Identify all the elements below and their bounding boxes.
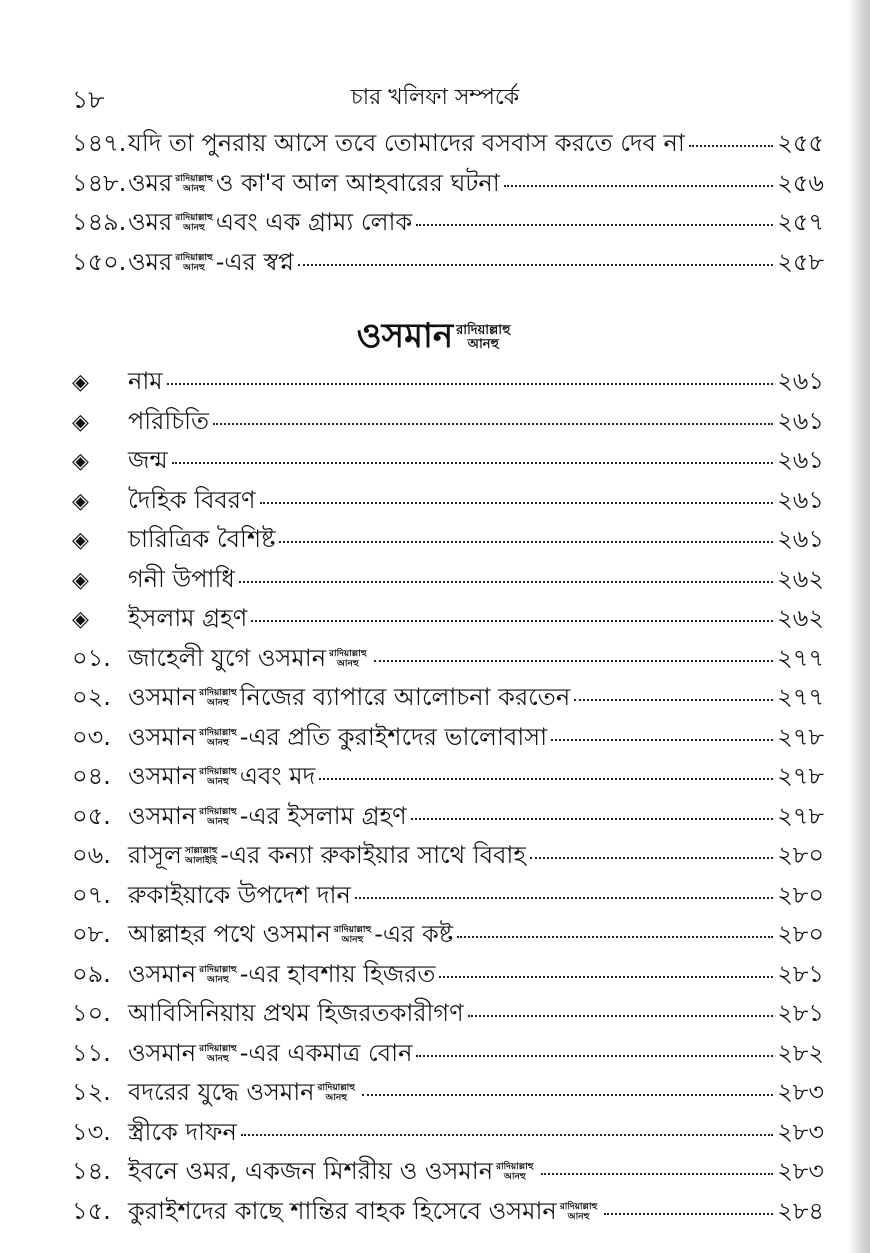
honorific-mark: রাদিয়াল্লাহু আনহু	[175, 213, 213, 233]
entry-number: ০৫.	[72, 801, 111, 830]
entry-number: ১২.	[72, 1078, 111, 1106]
dot-leader	[172, 438, 774, 464]
entry-title: আবিসিনিয়ায় প্রথম হিজরতকারীগণ	[128, 999, 464, 1027]
dot-leader	[468, 991, 774, 1017]
honorific-mark: রাদিয়াল্লাহু আনহু	[559, 1201, 598, 1222]
dot-leader	[251, 596, 773, 622]
toc-entry	[72, 124, 824, 164]
diamond-bullet-icon: ◈	[72, 409, 89, 435]
dot-leader	[541, 1149, 774, 1175]
section-heading: ওসমান রাদিয়াল্লাহু আনহু	[356, 316, 511, 356]
entry-number: ০৩.	[72, 722, 111, 751]
running-title: চার খলিফা সম্পর্কে	[350, 85, 520, 110]
entry-title: ইবনে ওমর, একজন মিশরীয় ও ওসমান রাদিয়াল্লাহু আনহু	[128, 1157, 534, 1185]
toc-entry	[72, 1152, 824, 1192]
entry-number: ০৪.	[72, 762, 111, 790]
dot-leader	[355, 873, 773, 899]
entry-title: কুরাইশদের কাছে শান্তির বাহক হিসেবে ওসমান রাদিয়াল্লাহু আনহু	[128, 1196, 598, 1225]
entry-page: ২৮০	[777, 841, 824, 869]
entry-number: ১৪৮.	[72, 168, 127, 197]
diamond-bullet-icon: ◈	[72, 370, 89, 395]
entry-page: ২৮০	[777, 880, 824, 909]
entry-title: ওসমান রাদিয়াল্লাহু আনহু -এর ইসলাম গ্রহণ	[128, 801, 407, 830]
honorific-prophet-mark: সাল্লাল্লাহু আলাইহি	[184, 846, 218, 866]
diamond-bullet-icon: ◈	[72, 567, 89, 593]
toc-entry	[72, 1073, 824, 1113]
dot-leader	[298, 240, 773, 266]
dot-leader	[416, 200, 773, 226]
toc-entry	[72, 599, 824, 639]
toc-entry	[72, 836, 824, 876]
toc-entry	[72, 994, 824, 1034]
dot-leader	[279, 517, 773, 543]
entry-page: ২৬১	[777, 446, 824, 474]
entry-number: ০২.	[72, 683, 111, 711]
diamond-bullet-icon: ◈	[72, 607, 89, 632]
entry-page: ২৮১	[777, 959, 824, 988]
entry-number: ১৫০.	[72, 247, 127, 276]
entry-title: দৈহিক বিবরণ	[128, 485, 256, 514]
entry-page: ২৬২	[777, 604, 824, 632]
entry-number: ১৫.	[72, 1196, 111, 1225]
entry-page: ২৫৮	[777, 247, 824, 276]
honorific-mark: রাদিয়াল্লাহু আনহু	[496, 1162, 534, 1182]
toc-entry	[72, 678, 824, 718]
toc-entry	[72, 955, 824, 995]
entry-page: ২৫৬	[777, 168, 824, 197]
entry-title: বদরের যুদ্ধে ওসমান রাদিয়াল্লাহু আনহু	[128, 1078, 356, 1106]
entry-page: ২৬১	[777, 367, 824, 395]
entry-title: আল্লাহর পথে ওসমান রাদিয়াল্লাহু আনহু -এর কষ্ট	[128, 920, 454, 948]
entry-title: পরিচিতি	[128, 406, 210, 435]
toc-entry	[72, 520, 824, 560]
entry-number: ০৯.	[72, 959, 111, 988]
dot-leader	[167, 359, 774, 385]
dot-leader	[374, 636, 774, 662]
entry-title: গনী উপাধি	[128, 564, 235, 593]
entry-page: ২৮৩	[777, 1117, 824, 1146]
entry-page: ২৭৭	[777, 683, 824, 711]
honorific-mark: রাদিয়াল্লাহু আনহু	[199, 767, 237, 787]
dot-leader	[213, 399, 773, 425]
entry-title: স্ত্রীকে দাফন	[128, 1117, 237, 1146]
dot-leader	[574, 675, 773, 701]
entry-number: ০৮.	[72, 920, 111, 948]
toc-entry	[72, 797, 824, 837]
entry-title: ওসমান রাদিয়াল্লাহু আনহু এবং মদ	[128, 762, 316, 790]
entry-number: ১৪৭.	[72, 129, 127, 157]
toc-entry	[72, 203, 824, 243]
dot-leader	[439, 952, 773, 978]
honorific-mark: রাদিয়াল্লাহু আনহু	[199, 964, 237, 985]
toc-entry	[72, 362, 824, 402]
dot-leader	[530, 833, 773, 859]
dot-leader	[604, 1189, 773, 1215]
honorific-mark: রাদিয়াল্লাহু আনহু	[317, 1083, 356, 1103]
entry-title: ওসমান রাদিয়াল্লাহু আনহু -এর হাবশায় হিজরত	[128, 959, 436, 988]
toc-top-list	[72, 124, 824, 282]
toc-entry	[72, 441, 824, 481]
entry-title: নাম	[128, 367, 163, 395]
entry-title: ওমর রাদিয়াল্লাহু আনহু এবং এক গ্রাম্য লোক	[128, 208, 413, 236]
entry-number: ০৬.	[72, 841, 111, 869]
honorific-mark: রাদিয়াল্লাহু আনহু	[199, 1043, 237, 1064]
diamond-bullet-icon: ◈	[72, 488, 89, 514]
dot-leader	[260, 478, 774, 504]
page-header	[0, 70, 870, 114]
diamond-bullet-icon: ◈	[72, 449, 89, 474]
entry-page: ২৬১	[777, 525, 824, 553]
entry-page: ২৭৭	[777, 643, 824, 672]
entry-page: ২৮৪	[777, 1196, 824, 1225]
entry-number: ১০.	[72, 999, 111, 1027]
dot-leader	[457, 912, 773, 938]
toc-entry	[72, 560, 824, 600]
page-number: ১৮	[72, 85, 105, 114]
honorific-mark: রাদিয়াল্লাহু আনহু	[175, 173, 213, 194]
dot-leader	[411, 794, 774, 820]
dot-leader	[241, 1110, 773, 1136]
entry-number: ১৪৯.	[72, 208, 127, 236]
entry-title: ইসলাম গ্রহণ	[128, 604, 248, 632]
toc-entry	[72, 639, 824, 679]
entry-number: ১১.	[72, 1038, 111, 1067]
entry-title: ওমর রাদিয়াল্লাহু আনহু -এর স্বপ্ন	[128, 247, 294, 276]
entry-page: ২৭৮	[777, 722, 824, 751]
honorific-mark: রাদিয়াল্লাহু আনহু	[333, 925, 372, 945]
page-edge-shadow	[848, 0, 870, 1253]
entry-page: ২৫৭	[777, 208, 824, 236]
dot-leader	[689, 121, 773, 147]
dot-leader	[239, 557, 773, 583]
toc-entry	[72, 1034, 824, 1074]
toc-entry	[72, 164, 824, 204]
entry-page: ২৮৩	[777, 1078, 824, 1106]
honorific-mark: রাদিয়াল্লাহু আনহু	[329, 648, 367, 669]
dot-leader	[362, 1070, 773, 1096]
toc-entry	[72, 757, 824, 797]
toc-entry	[72, 1192, 824, 1232]
diamond-bullet-icon: ◈	[72, 528, 89, 553]
toc-entry	[72, 243, 824, 283]
entry-number: ০১.	[72, 643, 111, 672]
entry-title: রুকাইয়াকে উপদেশ দান	[128, 880, 351, 909]
toc-entry	[72, 915, 824, 955]
entry-page: ২৮২	[777, 1038, 824, 1067]
toc-section-list	[72, 362, 824, 1231]
dot-leader	[416, 1031, 773, 1057]
dot-leader	[551, 715, 773, 741]
entry-title: জাহেলী যুগে ওসমান রাদিয়াল্লাহু আনহু	[128, 643, 367, 672]
entry-page: ২৬১	[777, 406, 824, 435]
entry-page: ২৮৩	[777, 1157, 824, 1185]
honorific-mark: রাদিয়াল্লাহু আনহু	[175, 252, 213, 273]
entry-page: ২৭৮	[777, 801, 824, 830]
entry-page: ২৬১	[777, 485, 824, 514]
dot-leader	[319, 754, 773, 780]
honorific-mark: রাদিয়াল্লাহু আনহু	[199, 727, 237, 748]
entry-title: ওসমান রাদিয়াল্লাহু আনহু -এর একমাত্র বোন	[128, 1038, 413, 1067]
honorific-mark: রাদিয়াল্লাহু আনহু	[456, 322, 511, 352]
entry-title: জন্ম	[128, 446, 168, 474]
entry-page: ২৮১	[777, 999, 824, 1027]
entry-page: ২৫৫	[777, 129, 824, 157]
honorific-mark: রাদিয়াল্লাহু আনহু	[199, 806, 237, 827]
toc-entry	[72, 402, 824, 442]
toc-entry	[72, 718, 824, 758]
entry-title: ওসমান রাদিয়াল্লাহু আনহু নিজের ব্যাপারে আলোচনা করতেন	[128, 683, 571, 711]
entry-title: চারিত্রিক বৈশিষ্ট	[128, 525, 276, 553]
entry-title: ওমর রাদিয়াল্লাহু আনহু ও কা'ব আল আহবারের ঘটনা	[128, 168, 500, 197]
entry-number: ১৪.	[72, 1157, 111, 1185]
entry-page: ২৮০	[777, 920, 824, 948]
entry-title: যদি তা পুনরায় আসে তবে তোমাদের বসবাস করতে দেব না	[128, 129, 685, 157]
entry-page: ২৬২	[777, 564, 824, 593]
dot-leader	[504, 161, 774, 187]
toc-entry	[72, 876, 824, 916]
entry-number: ১৩.	[72, 1117, 111, 1146]
entry-page: ২৭৮	[777, 762, 824, 790]
toc-entry	[72, 481, 824, 521]
entry-number: ০৭.	[72, 880, 111, 909]
honorific-mark: রাদিয়াল্লাহু আনহু	[199, 688, 237, 708]
entry-title: রাসূল সাল্লাল্লাহু আলাইহি -এর কন্যা রুকাইয়ার সাথে বিবাহ	[128, 841, 527, 869]
entry-title: ওসমান রাদিয়াল্লাহু আনহু -এর প্রতি কুরাইশদের ভালোবাসা	[128, 722, 548, 751]
toc-entry	[72, 1113, 824, 1153]
